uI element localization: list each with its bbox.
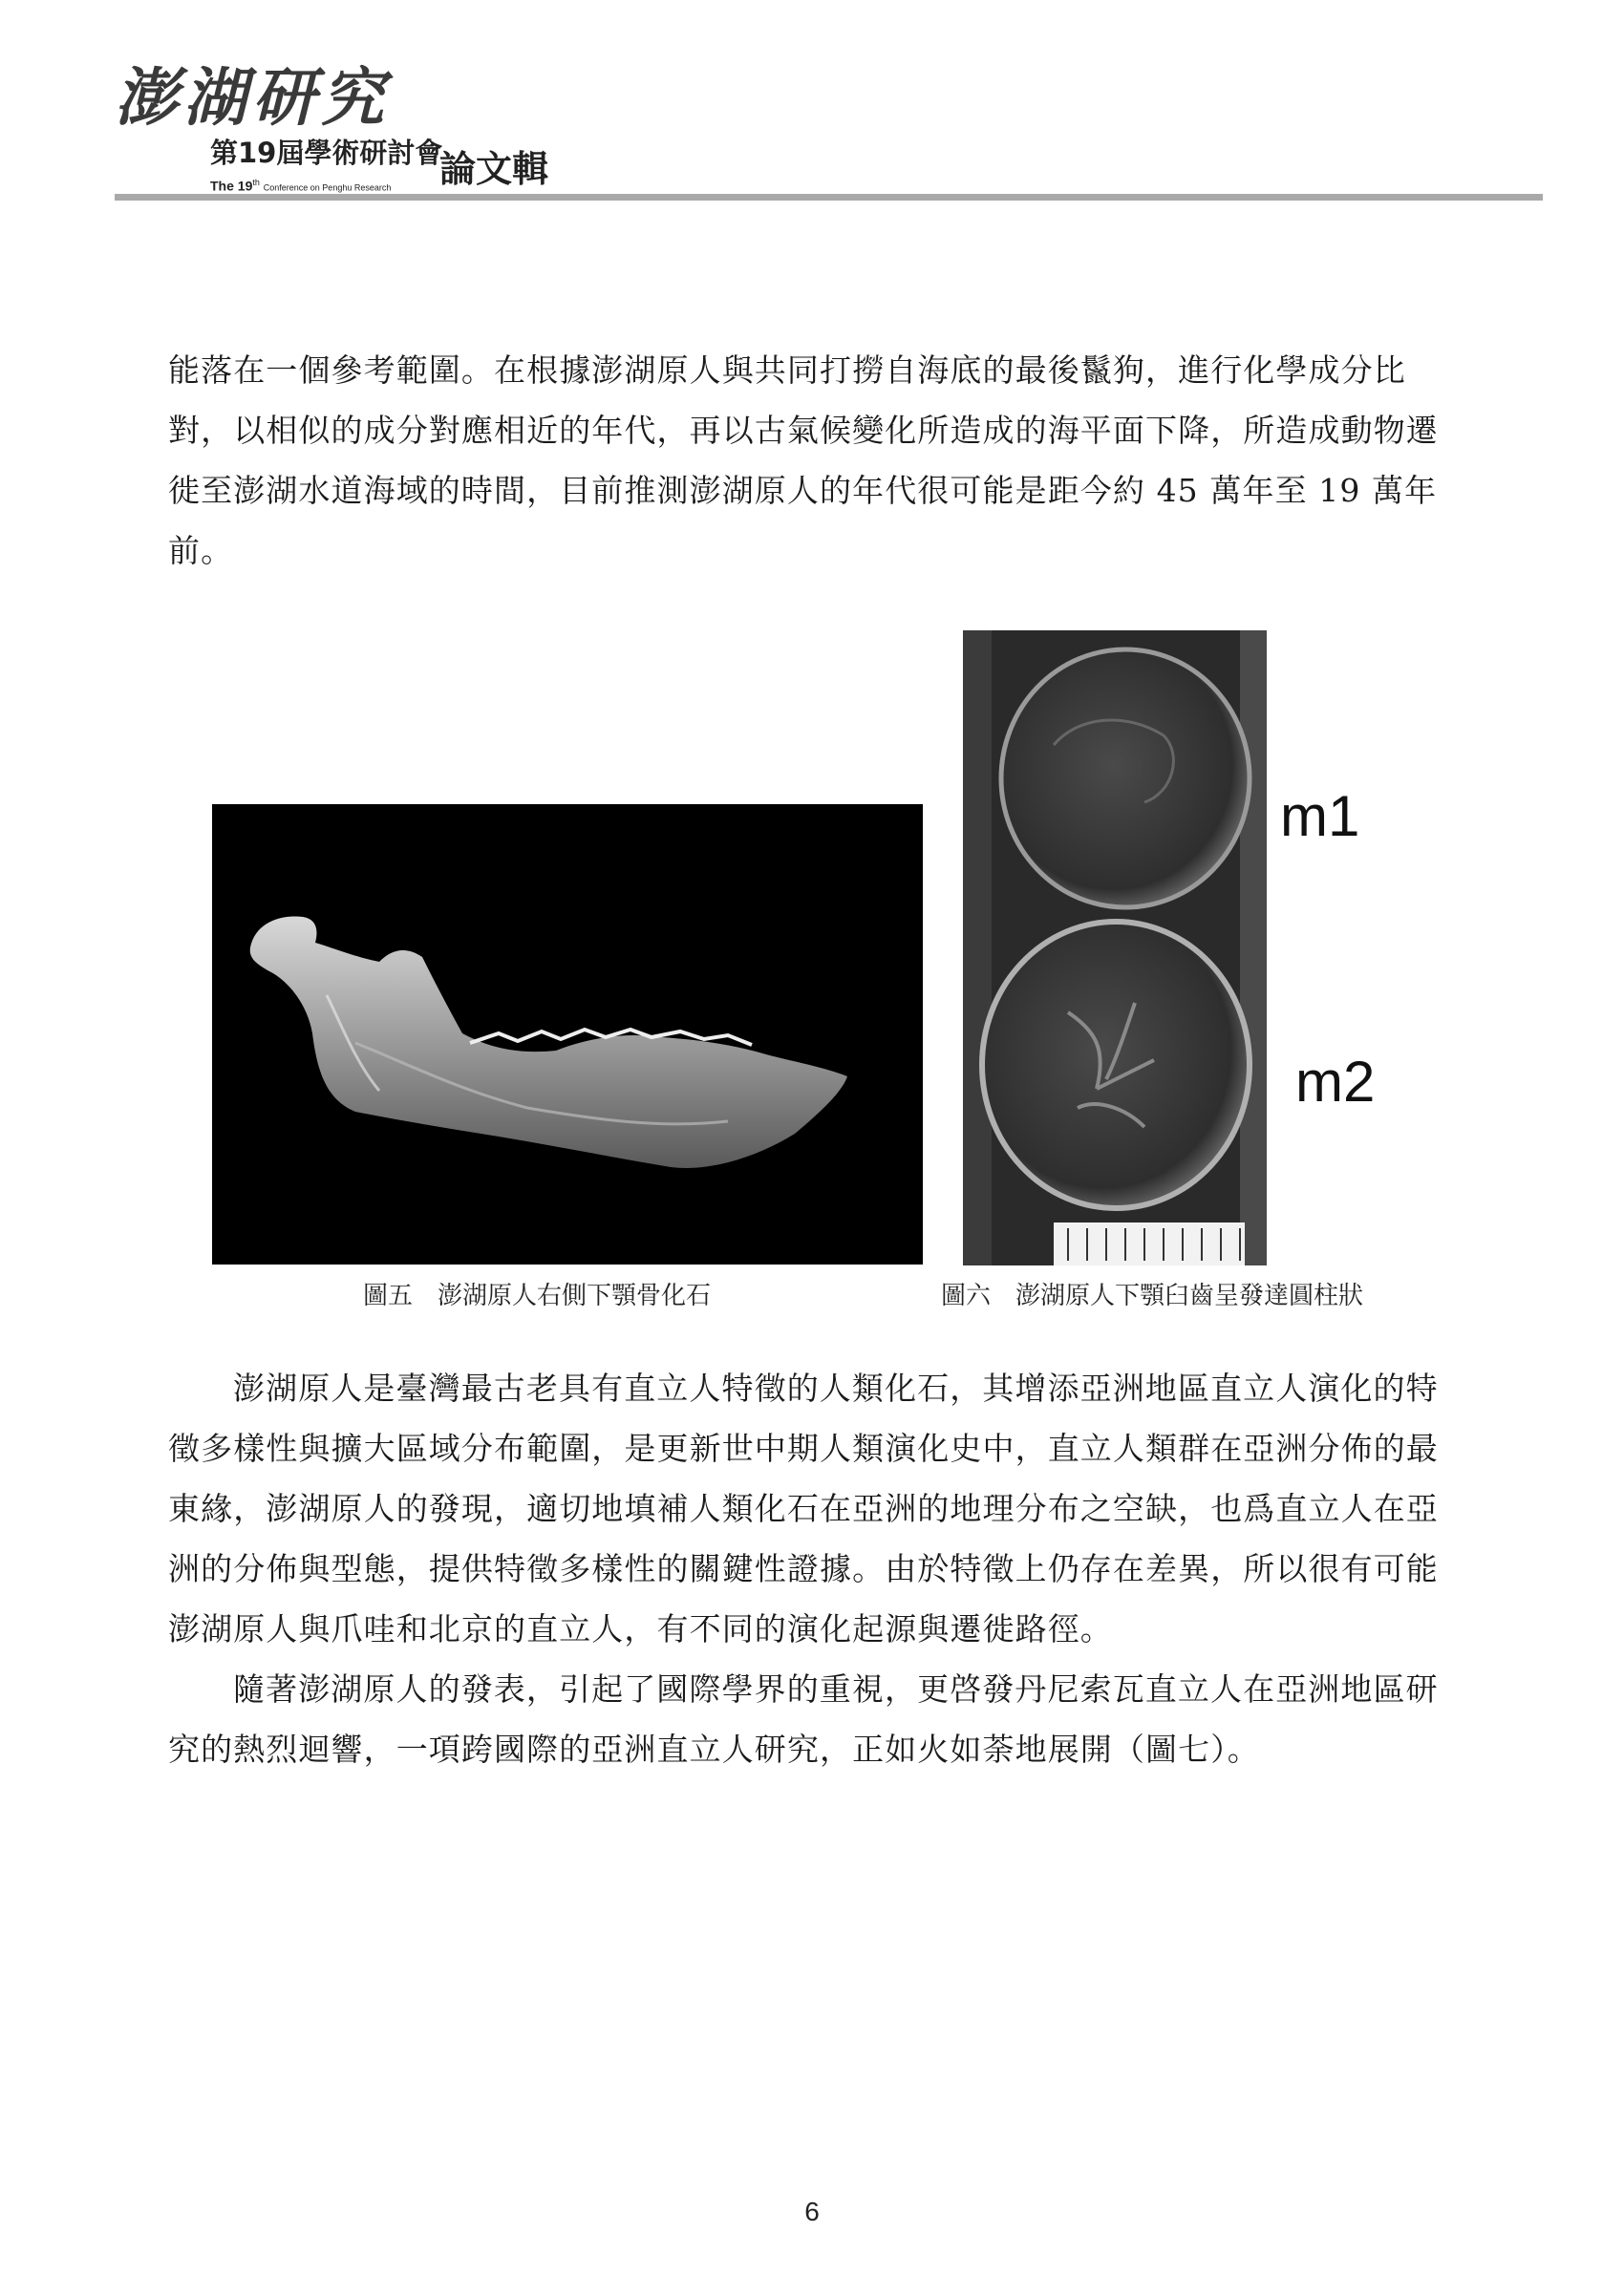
conference-en-rest: Conference on Penghu Research	[263, 182, 392, 193]
figure-6-label-m2: m2	[1295, 1050, 1376, 1114]
paragraph-2: 澎湖原人是臺灣最古老具有直立人特徵的人類化石，其增添亞洲地區直立人演化的特徵多樣性與擴大區域分布範圍，是更新世中期人類演化史中，直立人類群在亞洲分佈的最東緣，澎湖原人的發現，適切地填補人類化石在亞洲的地理分布之空缺，也爲直立人在亞洲的分佈與型態，提供特徵多樣性的關鍵性證據。由於特徵上仍存在差異，所以很有可能澎湖原人與爪哇和北京的直立人，有不同的演化起源與遷徙路徑。	[168, 1370, 1439, 1648]
proceedings-title: 論文輯	[439, 148, 549, 190]
journal-title: 澎湖研究	[115, 60, 390, 135]
figure-5-image	[212, 804, 923, 1265]
conference-en-prefix: The 19	[210, 178, 253, 194]
conference-title-cn: 第19屆學術研討會	[210, 137, 443, 169]
paragraph-1: 能落在一個參考範圍。在根據澎湖原人與共同打撈自海底的最後鬣狗，進行化學成分比對，以相似的成分對應相近的年代，再以古氣候變化所造成的海平面下降，所造成動物遷徙至澎湖水道海域的時間，目前推測澎湖原人的年代很可能是距今約 45 萬年至 19 萬年前。	[168, 351, 1439, 569]
figure-6-image	[963, 630, 1267, 1265]
conference-en-sup: th	[252, 178, 260, 187]
figure-5-caption: 圖五 澎湖原人右側下顎骨化石	[363, 1282, 712, 1310]
figure-6-label-m1: m1	[1280, 784, 1360, 848]
paragraph-3: 隨著澎湖原人的發表，引起了國際學界的重視，更啓發丹尼索瓦直立人在亞洲地區研究的熱烈迴響，一項跨國際的亞洲直立人研究，正如火如荼地展開（圖七）。	[168, 1670, 1439, 1768]
header-divider	[115, 194, 1543, 201]
molar-teeth-image	[963, 630, 1267, 1265]
page-header	[115, 59, 1548, 202]
jawbone-fossil-image	[212, 804, 923, 1265]
figure-6-caption: 圖六 澎湖原人下顎臼齒呈發達圓柱狀	[941, 1282, 1364, 1310]
page-number: 6	[804, 2197, 820, 2226]
